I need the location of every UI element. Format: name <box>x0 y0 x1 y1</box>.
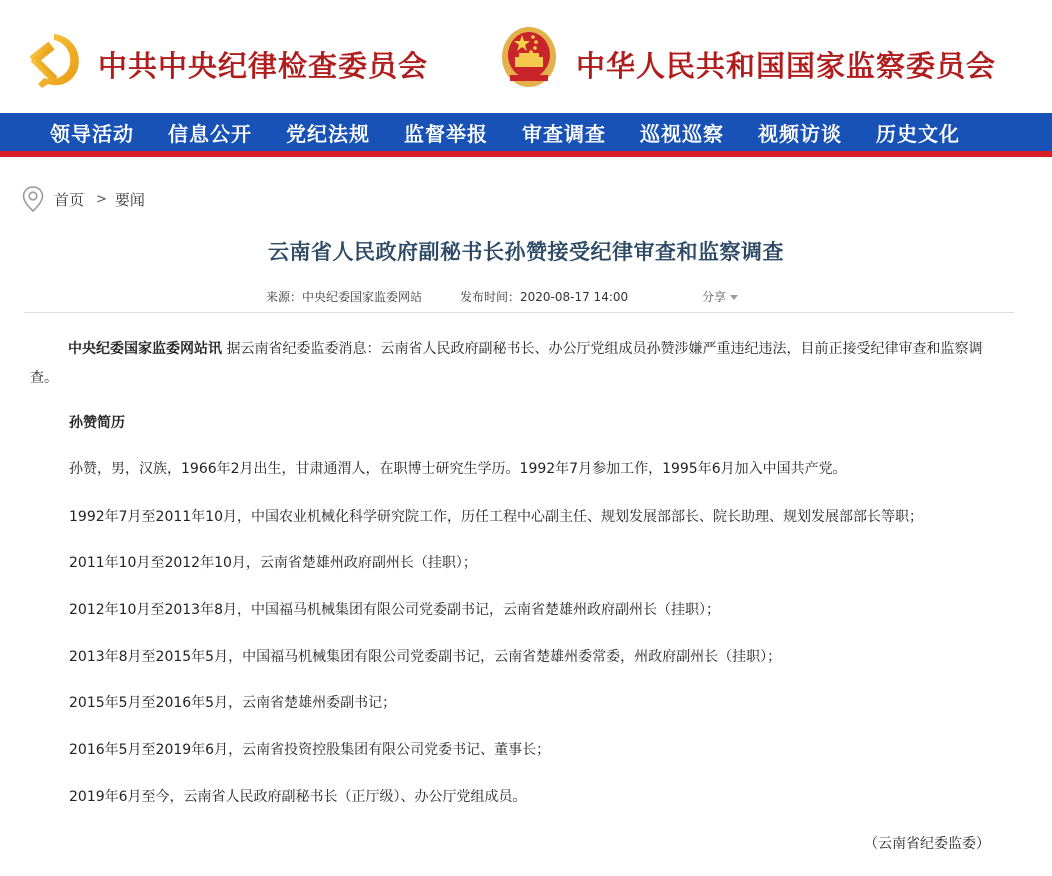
nav-item-investigation[interactable]: 审查调查 <box>522 121 606 146</box>
nav-accent-bar <box>0 151 1052 157</box>
main-nav <box>0 113 1052 151</box>
hammer-sickle-icon <box>24 30 84 90</box>
national-emblem-icon <box>500 25 558 89</box>
nav-item-regulations[interactable]: 党纪法规 <box>286 121 370 146</box>
breadcrumb-separator: > <box>96 191 107 207</box>
site-header <box>0 0 1052 113</box>
breadcrumb-home[interactable]: 首页 <box>54 190 85 209</box>
bio-paragraph: 2013年8月至2015年5月，中国福马机械集团有限公司党委副书记，云南省楚雄州委常委，州政府副州长（挂职）； <box>69 649 782 665</box>
nsc-commission-name[interactable]: 中华人民共和国国家监察委员会 <box>576 49 997 83</box>
location-pin-icon <box>22 186 44 212</box>
nav-item-reporting[interactable]: 监督举报 <box>404 121 488 146</box>
article-source: 来源：中央纪委国家监委网站 <box>266 290 423 304</box>
article-attribution: （云南省纪委监委） <box>864 836 990 852</box>
nav-item-inspection[interactable]: 巡视巡察 <box>640 121 724 146</box>
nav-item-history[interactable]: 历史文化 <box>876 121 960 146</box>
lead-source: 中央纪委国家监委网站讯 <box>68 341 222 357</box>
bio-paragraph: 2015年5月至2016年5月，云南省楚雄州委副书记； <box>69 695 397 711</box>
cpc-commission-name[interactable]: 中共中央纪律检查委员会 <box>98 49 429 83</box>
share-label: 分享 <box>702 290 727 304</box>
bio-paragraph: 2011年10月至2012年10月，云南省楚雄州政府副州长（挂职）； <box>69 555 477 571</box>
nav-item-info-disclosure[interactable]: 信息公开 <box>168 121 252 146</box>
share-dropdown[interactable] <box>702 288 738 305</box>
bio-paragraph: 2019年6月至今，云南省人民政府副秘书长（正厅级）、办公厅党组成员。 <box>69 789 527 805</box>
bio-paragraph: 2016年5月至2019年6月，云南省投资控股集团有限公司党委书记、董事长； <box>69 742 551 758</box>
caret-down-icon <box>730 295 738 300</box>
lead-paragraph <box>30 335 1000 393</box>
nav-item-video[interactable]: 视频访谈 <box>758 121 842 146</box>
breadcrumb <box>22 186 145 212</box>
publish-time: 发布时间：2020-08-17 14:00 <box>460 290 629 304</box>
bio-paragraph: 1992年7月至2011年10月，中国农业机械化科学研究院工作，历任工程中心副主任、规划发展部部长、院长助理、规划发展部部长等职； <box>69 509 923 525</box>
lead-text: 据云南省纪委监委消息：云南省人民政府副秘书长、办公厅党组成员孙赞涉嫌严重违纪违法，目前正接受纪律审查和监察调查。 <box>30 341 983 386</box>
article-title: 云南省人民政府副秘书长孙赞接受纪律审查和监察调查 <box>268 240 784 264</box>
meta-divider <box>24 312 1014 313</box>
nav-item-leadership[interactable]: 领导活动 <box>50 121 134 146</box>
section-heading: 孙赞简历 <box>69 415 125 431</box>
bio-paragraph: 孙赞，男，汉族，1966年2月出生，甘肃通渭人，在职博士研究生学历。1992年7月参加工作，1995年6月加入中国共产党。 <box>69 461 847 477</box>
breadcrumb-current[interactable]: 要闻 <box>114 190 145 209</box>
bio-paragraph: 2012年10月至2013年8月，中国福马机械集团有限公司党委副书记，云南省楚雄州政府副州长（挂职）； <box>69 602 720 618</box>
